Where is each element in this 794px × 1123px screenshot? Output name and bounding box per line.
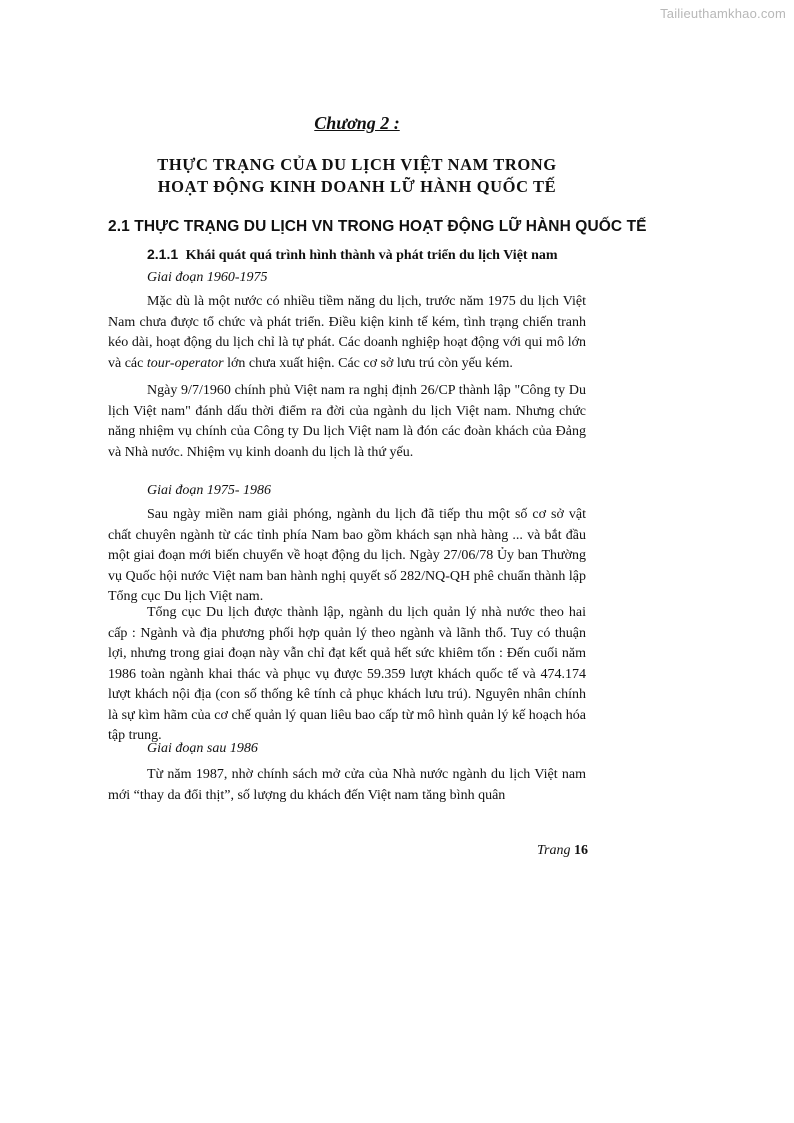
chapter-title-line-1: THỰC TRẠNG CỦA DU LỊCH VIỆT NAM TRONG <box>157 155 557 174</box>
paragraph-1-term: tour-operator <box>146 355 224 371</box>
subsection-heading <box>147 246 707 264</box>
paragraph-1-text-a: Mặc dù là một nước có nhiều tiềm năng du lịch, trước năm 1975 du lịch Việt Nam chưa được tổ chức và phát triển. Điều kiện kinh tế kém, tình trạng chiến tranh kéo dài, hoạt động du lịch chỉ là tự phát. Các doanh nghiệp hoạt động với qui mô lớn và các <box>108 294 586 371</box>
subsection-number: 2.1.1 <box>147 246 179 262</box>
subsection-title: Khái quát quá trình hình thành và phát triển du lịch Việt nam <box>185 248 558 263</box>
chapter-title-line-2: HOẠT ĐỘNG KINH DOANH LỮ HÀNH QUỐC TẾ <box>157 177 557 196</box>
paragraph-1-text-b: lớn chưa xuất hiện. Các cơ sở lưu trú còn yếu kém. <box>223 355 513 371</box>
paragraph-4: Tổng cục Du lịch được thành lập, ngành du lịch quản lý nhà nước theo hai cấp : Ngành và địa phương phối hợp quản lý theo ngành và lãnh thổ. Tuy có thuận lợi, nhưng trong giai đoạn này vẫn chỉ đạt kết quả hết sức khiêm tốn : Đến cuối năm 1986 toàn ngành khai thác và phục vụ được 59.359 lượt khách quốc tế và 474.174 lượt khách nội địa (con số thống kê tính cả phục khách lưu trú). Nguyên nhân chính là sự kìm hãm của cơ chế quản lý quan liêu bao cấp từ mô hình quản lý kế hoạch hóa tập trung. <box>108 605 586 743</box>
page-label: Trang <box>537 843 571 858</box>
page-number: 16 <box>573 843 588 858</box>
paragraph-3: Sau ngày miền nam giải phóng, ngành du lịch đã tiếp thu một số cơ sở vật chất chuyên ngành từ các tỉnh phía Nam bao gồm khách sạn nhà hàng ... và bắt đầu một giai đoạn mới biến chuyển về hoạt động du lịch. Ngày 27/06/78 Ủy ban Thường vụ Quốc hội nước Việt nam ban hành nghị quyết số 282/NQ-QH phê chuẩn thành lập Tổng cục Du lịch Việt nam. <box>108 507 586 604</box>
watermark-text: Tailieuthamkhao.com <box>660 6 786 21</box>
page-footer <box>537 843 588 859</box>
period-heading-2: Giai đoạn 1975- 1986 <box>147 483 272 498</box>
chapter-heading: Chương 2 : <box>314 113 400 133</box>
chapter-title <box>0 154 714 198</box>
period-heading-3: Giai đoạn sau 1986 <box>147 741 258 756</box>
period-heading-1: Giai đoạn 1960-1975 <box>147 270 268 285</box>
paragraph-1 <box>108 292 586 374</box>
section-heading: 2.1 THỰC TRẠNG DU LỊCH VN TRONG HOẠT ĐỘNG LỮ HÀNH QUỐC TẾ <box>108 218 647 235</box>
paragraph-2: Ngày 9/7/1960 chính phủ Việt nam ra nghị định 26/CP thành lập "Công ty Du lịch Việt nam" đánh dấu thời điểm ra đời của ngành du lịch Việt nam. Nhưng chức năng nhiệm vụ chính của Công ty Du lịch Việt nam là đón các đoàn khách của Đảng và Nhà nước. Nhiệm vụ kinh doanh du lịch là thứ yếu. <box>108 383 586 460</box>
paragraph-5: Từ năm 1987, nhờ chính sách mở cửa của Nhà nước ngành du lịch Việt nam mới “thay da đổi thịt”, số lượng du khách đến Việt nam tăng bình quân <box>108 767 586 803</box>
